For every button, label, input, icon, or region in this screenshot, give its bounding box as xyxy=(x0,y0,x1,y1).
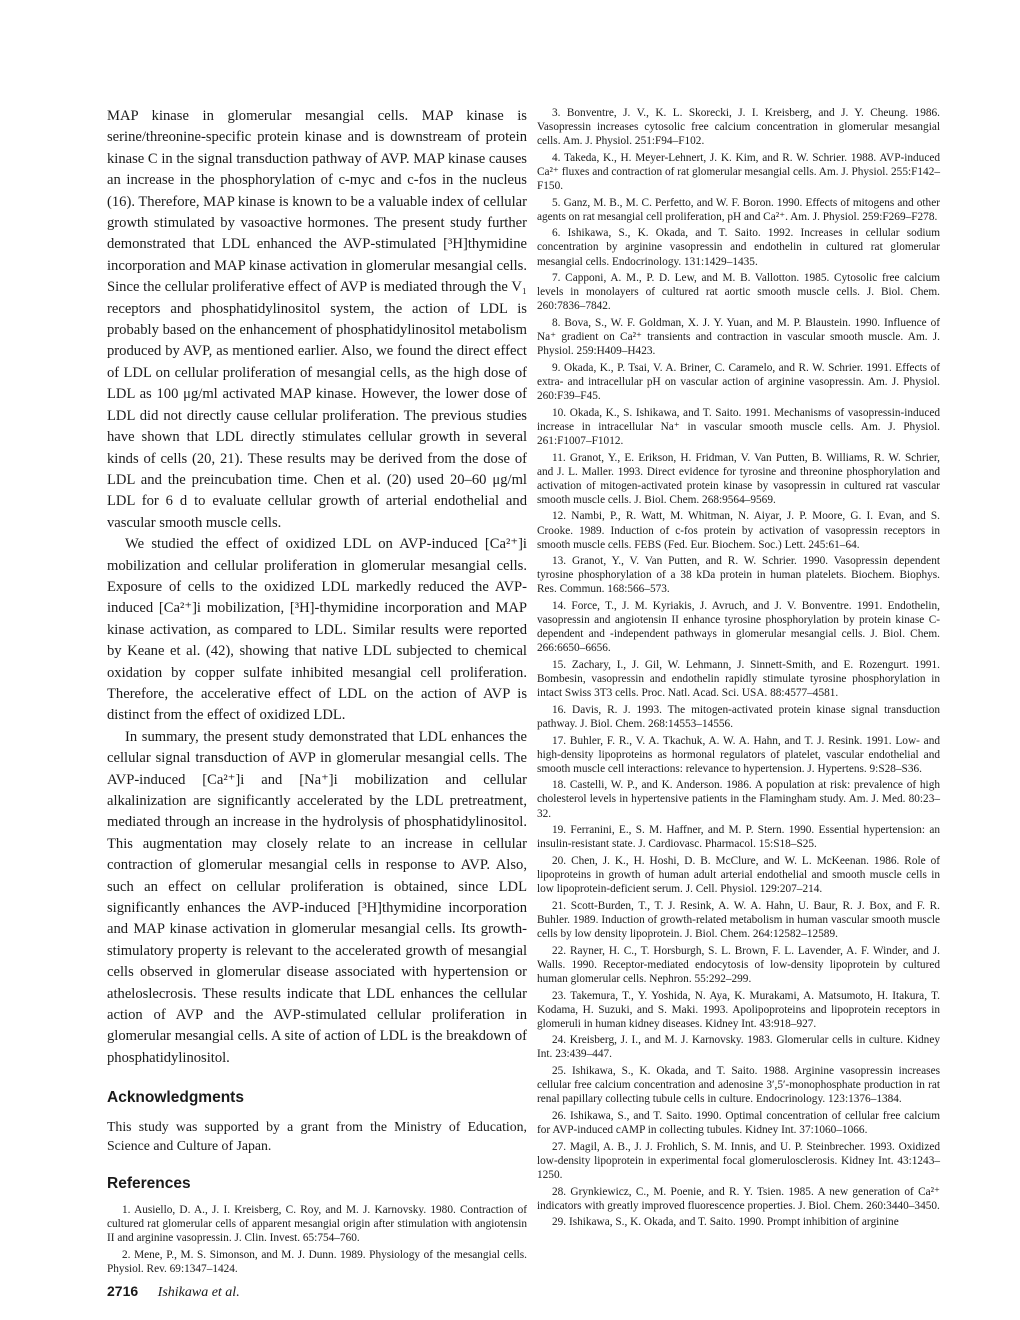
reference-item: 23. Takemura, T., Y. Yoshida, N. Aya, K. Murakami, A. Matsumoto, H. Itakura, T. Kodama, H. Suzuki, and S. Maki. 1993. Apolipoproteins and lipoprotein receptors in glomeruli in human kidney diseases. Kidney Int. 43:918–927. xyxy=(537,989,940,1030)
acknowledgments-text: This study was supported by a grant from the Ministry of Education, Science and Culture of Japan. xyxy=(107,1119,527,1154)
reference-item: 26. Ishikawa, S., and T. Saito. 1990. Optimal concentration of cellular free calcium for AVP-induced cAMP in collecting tubules. Kidney Int. 37:1060–1066. xyxy=(537,1109,940,1136)
left-column xyxy=(107,106,527,1279)
reference-item: 8. Bova, S., W. F. Goldman, X. J. Y. Yuan, and M. P. Blaustein. 1990. Influence of Na⁺ gradient on Ca²⁺ transients and contraction in vascular smooth muscle. Am. J. Physiol. 259:H409–H423. xyxy=(537,317,940,358)
body-paragraph: We studied the effect of oxidized LDL on AVP-induced [Ca²⁺]i mobilization and cellular proliferation in glomerular mesangial cells. Exposure of cells to the oxidized LDL markedly reduced the AVP-induced [Ca²⁺]i mobilization, [³H]-thymidine incorporation and MAP kinase activation, as compared to LDL. Similar results were reported by Keane et al. (42), showing that native LDL subjected to chemical oxidation by copper sulfate inhibited mesangial cell proliferation. Therefore, the accelerative effect of LDL on the action of AVP is distinct from the effect of oxidized LDL. xyxy=(107,536,527,724)
reference-item: 29. Ishikawa, S., K. Okada, and T. Saito. 1990. Prompt inhibition of arginine xyxy=(552,1216,899,1229)
acknowledgments-heading: Acknowledgments xyxy=(107,1089,244,1107)
reference-item: 3. Bonventre, J. V., K. L. Skorecki, J. I. Kreisberg, and J. Y. Cheung. 1986. Vasopressin increases cytosolic free calcium concentration in glomerular mesangial cells. Am. J. Physiol. 251:F94–F102. xyxy=(537,107,940,148)
reference-item: 25. Ishikawa, S., K. Okada, and T. Saito. 1988. Arginine vasopressin increases cellular free calcium concentration and adenosine 3′,5′-monophosphate production in rat renal papillary collecting tubule cells in culture. Endocrinology. 123:1376–1384. xyxy=(537,1065,940,1106)
reference-item: 1. Ausiello, D. A., J. I. Kreisberg, C. Roy, and M. J. Karnovsky. 1980. Contraction of cultured rat glomerular cells of apparent mesangial origin after stimulation with angiotensin II and arginine vasopressin. J. Clin. Invest. 65:754–760. xyxy=(107,1204,527,1245)
reference-item: 28. Grynkiewicz, C., M. Poenie, and R. Y. Tsien. 1985. A new generation of Ca²⁺ indicators with greatly improved fluorescence properties. J. Biol. Chem. 260:3440–3450. xyxy=(537,1185,940,1212)
reference-item: 13. Granot, Y., V. Van Putten, and R. W. Schrier. 1990. Vasopressin dependent tyrosine phosphorylation of a 38 kDa protein in human platelets. Biochem. Biophys. Res. Commun. 168:566–573. xyxy=(537,555,940,596)
running-author: Ishikawa et al. xyxy=(157,1285,240,1300)
reference-item: 10. Okada, K., S. Ishikawa, and T. Saito. 1991. Mechanisms of vasopressin-induced increase in intracellular Na⁺ in vascular smooth muscle cells. Am. J. Physiol. 261:F1007–F1012. xyxy=(537,406,940,447)
reference-item: 2. Mene, P., M. S. Simonson, and M. J. Dunn. 1989. Physiology of the mesangial cells. Physiol. Rev. 69:1347–1424. xyxy=(107,1249,527,1276)
reference-item: 19. Ferranini, E., S. M. Haffner, and M. P. Stern. 1990. Essential hypertension: an insulin-resistant state. J. Cardiovasc. Pharmacol. 15:S18–S25. xyxy=(537,824,940,851)
references-list-left xyxy=(107,1203,527,1276)
reference-item: 22. Rayner, H. C., T. Horsburgh, S. L. Brown, F. L. Lavender, A. F. Winder, and J. Walls. 1990. Receptor-mediated endocytosis of low-density lipoprotein by cultured human glomerular cells. Nephron. 55:292–299. xyxy=(537,944,940,985)
body-paragraph: In summary, the present study demonstrated that LDL enhances the cellular signal transduction of AVP in glomerular mesangial cells. The AVP-induced [Ca²⁺]i and [Na⁺]i mobilization and cellular alkalinization are significantly accelerated by the LDL pretreatment, mediated through an increase in the hydrolysis of phosphatidylinositol. This augmentation may closely relate to an increase in cellular contraction of glomerular mesangial cells in response to AVP. Also, such an effect on cellular proliferation is obtained, since LDL significantly enhances the AVP-induced [³H]thymidine incorporation and MAP kinase activation in glomerular mesangial cells. Its growth-stimulatory property is relevant to the accelerated growth of mesangial cells observed in glomerular disease associated with hypertension or atheloslecrosis. These results indicate that LDL enhances the cellular action of AVP and the AVP-stimulated cellular proliferation in glomerular mesangial cells. A site of action of LDL is the breakdown of phosphatidylinositol. xyxy=(107,728,527,1066)
page-number: 2716 xyxy=(107,1283,139,1299)
reference-item: 4. Takeda, K., H. Meyer-Lehnert, J. K. Kim, and R. W. Schrier. 1988. AVP-induced Ca²⁺ fluxes and contraction of rat glomerular mesangial cells. Am. J. Physiol. 255:F142–F150. xyxy=(537,151,940,192)
reference-item: 7. Capponi, A. M., P. D. Lew, and M. B. Vallotton. 1985. Cytosolic free calcium levels in monolayers of cultured rat aortic smooth muscle cells. J. Biol. Chem. 260:7836–7842. xyxy=(537,272,940,313)
body-paragraph: MAP kinase in glomerular mesangial cells. MAP kinase is serine/threonine-specific protein kinase and is downstream of protein kinase C in the signal transduction pathway of AVP. MAP kinase causes an increase in the phosphorylation of c-myc and c-fos in the nucleus (16). Therefore, MAP kinase is known to be a valuable index of cellular growth stimulated by vasoactive hormones. The present study further demonstrated that LDL enhanced the AVP-stimulated [³H]thymidine incorporation and MAP kinase activation in glomerular mesangial cells. Since the cellular proliferative effect of AVP is mediated through the V₁ receptors and phosphatidylinositol system, the action of LDL is probably based on the enhancement of phosphatidylinositol metabolism produced by AVP, as mentioned earlier. Also, we found the direct effect of LDL on cellular proliferation of mesangial cells, as the high dose of LDL as 100 μg/ml activated MAP kinase. However, the lower dose of LDL did not directly cause cellular proliferation. The previous studies have shown that LDL directly stimulates cellular growth in several kinds of cells (20, 21). These results may be derived from the dose of LDL and the preincubation time. Chen et al. (20) used 20–60 μg/ml LDL for 6 d to evaluate cellular growth of arterial endothelial and vascular smooth muscle cells. xyxy=(107,108,527,531)
reference-item: 24. Kreisberg, J. I., and M. J. Karnovsky. 1983. Glomerular cells in culture. Kidney Int. 23:439–447. xyxy=(537,1034,940,1061)
reference-item: 20. Chen, J. K., H. Hoshi, D. B. McClure, and W. L. McKeenan. 1986. Role of lipoproteins in growth of human adult arterial endothelial and smooth muscle cells in low lipoprotein-deficient serum. J. Cell. Physiol. 129:207–214. xyxy=(537,855,940,896)
reference-item: 18. Castelli, W. P., and K. Anderson. 1986. A population at risk: prevalence of high cholesterol levels in hypertensive patients in the Flamingham study. Am. J. Med. 80:23–32. xyxy=(537,779,940,820)
reference-item: 14. Force, T., J. M. Kyriakis, J. Avruch, and J. V. Bonventre. 1991. Endothelin, vasopressin and angiotensin II enhance tyrosine phosphorylation by protein kinase C-dependent and -independent pathways in glomerular mesangial cells. J. Biol. Chem. 266:6650–6656. xyxy=(537,600,940,655)
reference-item: 6. Ishikawa, S., K. Okada, and T. Saito. 1992. Increases in cellular sodium concentration by arginine vasopressin and endothelin in cultured rat glomerular mesangial cells. Endocrinology. 131:1429–1435. xyxy=(537,227,940,268)
reference-item: 11. Granot, Y., E. Erikson, H. Fridman, V. Van Putten, B. Williams, R. W. Schrier, and J. L. Maller. 1993. Direct evidence for tyrosine and threonine phosphorylation and activation of mitogen-activated protein kinase by vasopressin in cultured rat vascular smooth muscle cells. J. Biol. Chem. 268:9564–9569. xyxy=(537,451,940,506)
references-heading: References xyxy=(107,1175,191,1193)
reference-item: 27. Magil, A. B., J. J. Frohlich, S. M. Innis, and U. P. Steinbrecher. 1993. Oxidized low-density lipoprotein in experimental focal glomerulosclerosis. Kidney Int. 43:1243–1250. xyxy=(537,1140,940,1181)
right-column xyxy=(537,106,940,1232)
reference-item: 15. Zachary, I., J. Gil, W. Lehmann, J. Sinnett-Smith, and E. Rozengurt. 1991. Bombesin, vasopressin and endothelin rapidly stimulate tyrosine phosphorylation in intact Swiss 3T3 cells. Proc. Natl. Acad. Sci. USA. 88:4577–4581. xyxy=(537,658,940,700)
reference-item: 21. Scott-Burden, T., T. J. Resink, A. W. A. Hahn, U. Baur, R. J. Box, and F. R. Buhler. 1989. Induction of growth-related metabolism in human vascular smooth muscle cells by low density lipoprotein. J. Biol. Chem. 264:12582–12589. xyxy=(537,899,940,940)
reference-item: 16. Davis, R. J. 1993. The mitogen-activated protein kinase signal transduction pathway. J. Biol. Chem. 268:14553–14556. xyxy=(537,703,940,730)
reference-item: 17. Buhler, F. R., V. A. Tkachuk, A. W. A. Hahn, and T. J. Resink. 1991. Low- and high-density lipoproteins as hormonal regulators of platelet, vascular endothelial and smooth muscle cell interactions: relevance to hypertension. J. Hypertens. 9:S28–S36. xyxy=(537,734,940,775)
reference-item: 9. Okada, K., P. Tsai, V. A. Briner, C. Caramelo, and R. W. Schrier. 1991. Effects of extra- and intracellular pH on vascular action of arginine vasopressin. Am. J. Physiol. 260:F39–F45. xyxy=(537,361,940,403)
page-footer xyxy=(107,1283,240,1301)
reference-item: 5. Ganz, M. B., M. C. Perfetto, and W. F. Boron. 1990. Effects of mitogens and other agents on rat mesangial cell proliferation, pH and Ca²⁺. Am. J. Physiol. 259:F269–F278. xyxy=(537,196,940,223)
reference-item: 12. Nambi, P., R. Watt, M. Whitman, N. Aiyar, J. P. Moore, G. I. Evan, and S. Crooke. 1989. Induction of c-fos protein by activation of vasopressin receptors in smooth muscle cells. FEBS (Fed. Eur. Biochem. Soc.) Lett. 245:61–64. xyxy=(537,510,940,551)
